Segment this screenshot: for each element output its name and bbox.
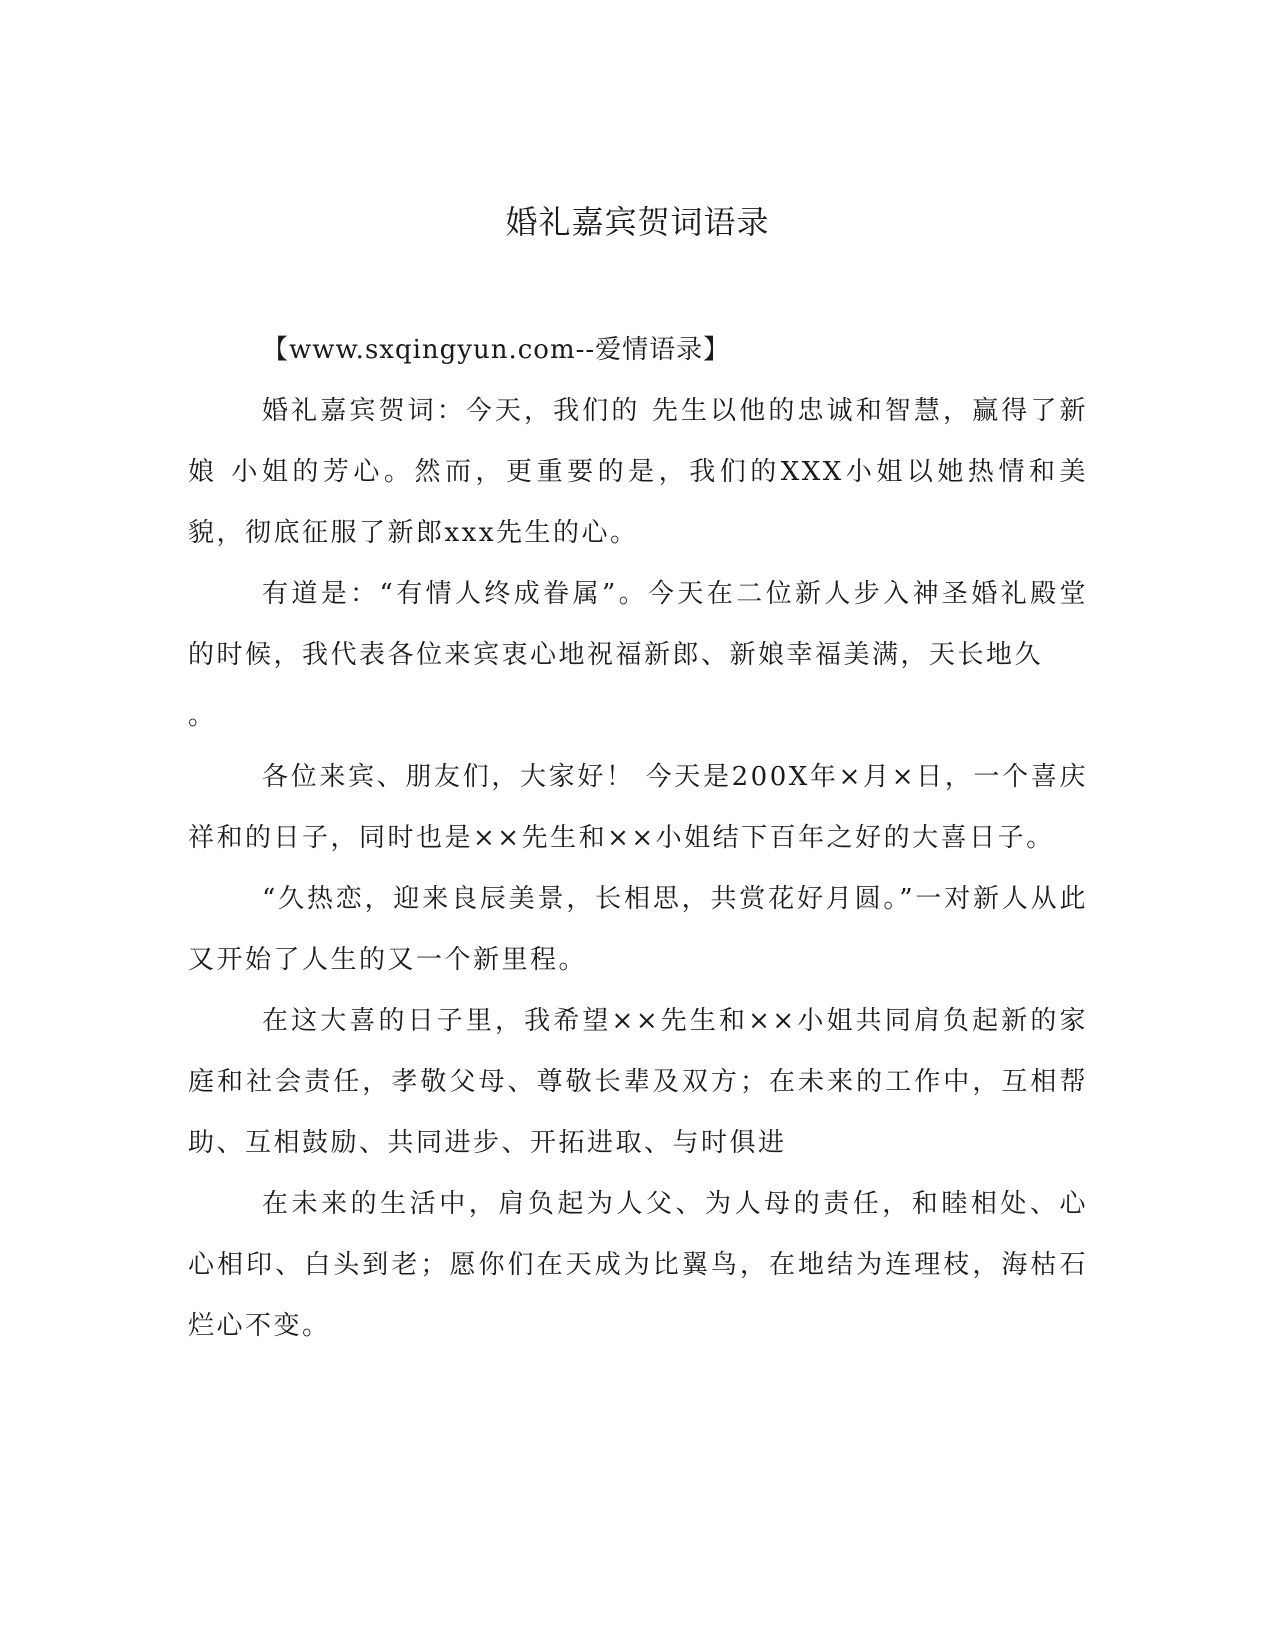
paragraph-3: 。	[188, 701, 217, 731]
paragraph-1: 婚礼嘉宾贺词：今天，我们的 先生以他的忠诚和智慧，赢得了新娘 小姐的芳心。然而，更重要的是，我们的XXX小姐以她热情和美貌，彻底征服了新郎xxx先生的心。	[188, 396, 1088, 548]
document-body	[188, 320, 1088, 1357]
source-line: 【www.sxqingyun.com--爱情语录】	[262, 335, 731, 365]
paragraph-4: 各位来宾、朋友们，大家好！ 今天是200X年×月×日，一个喜庆祥和的日子，同时也是××先生和××小姐结下百年之好的大喜日子。	[188, 762, 1088, 853]
document-title: 婚礼嘉宾贺词语录	[505, 203, 770, 241]
paragraph-5: “久热恋，迎来良辰美景，长相思，共赏花好月圆。”一对新人从此又开始了人生的又一个新里程。	[188, 884, 1088, 975]
paragraph-6: 在这大喜的日子里，我希望××先生和××小姐共同肩负起新的家庭和社会责任，孝敬父母、尊敬长辈及双方；在未来的工作中，互相帮助、互相鼓励、共同进步、开拓进取、与时俱进	[188, 1006, 1088, 1158]
paragraph-2: 有道是：“有情人终成眷属”。今天在二位新人步入神圣婚礼殿堂的时候，我代表各位来宾衷心地祝福新郎、新娘幸福美满，天长地久	[188, 579, 1088, 670]
paragraph-7: 在未来的生活中，肩负起为人父、为人母的责任，和睦相处、心心相印、白头到老；愿你们在天成为比翼鸟，在地结为连理枝，海枯石烂心不变。	[188, 1189, 1088, 1341]
